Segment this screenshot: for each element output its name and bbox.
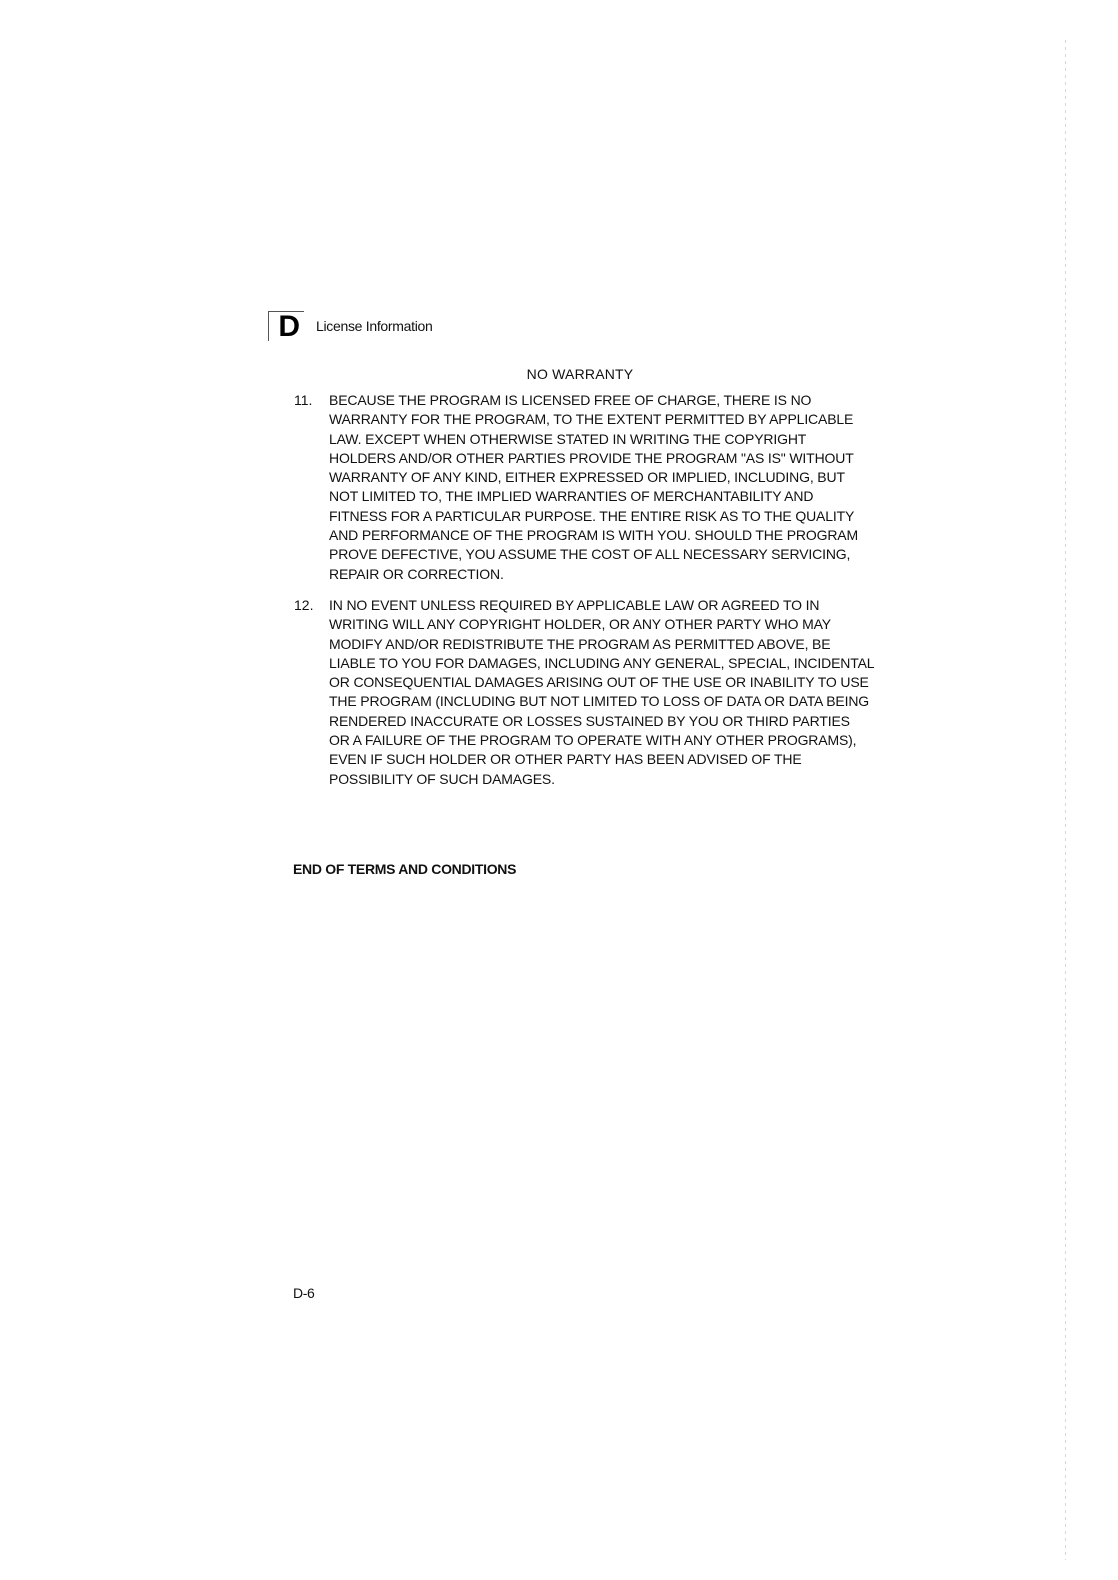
page-number: D-6: [293, 1285, 315, 1301]
section-header: [268, 311, 432, 341]
section-badge: [268, 311, 304, 341]
scan-edge-line: [1065, 40, 1066, 1560]
clause-number: 12.: [294, 596, 314, 613]
clause-11: [294, 391, 874, 584]
end-of-terms: END OF TERMS AND CONDITIONS: [293, 861, 517, 877]
no-warranty-heading: NO WARRANTY: [526, 366, 634, 382]
clause-number: 11.: [294, 392, 313, 408]
clause-12: [294, 596, 874, 789]
clause-text: IN NO EVENT UNLESS REQUIRED BY APPLICABLE LAW OR AGREED TO IN WRITING WILL ANY COPYRIGHT HOLDER, OR ANY OTHER PARTY WHO MAY MODIFY AND/OR REDISTRIBUTE THE PROGRAM AS PERMITTED ABOVE, BE LIABLE TO YOU FOR DAMAGES, INCLUDING ANY GENERAL, SPECIAL, INCIDENTAL OR CONSEQUENTIAL DAMAGES ARISING OUT OF THE USE OR INABILITY TO USE THE PROGRAM (INCLUDING BUT NOT LIMITED TO LOSS OF DATA OR DATA BEING RENDERED INACCURATE OR LOSSES SUSTAINED BY YOU OR THIRD PARTIES OR A FAILURE OF THE PROGRAM TO OPERATE WITH ANY OTHER PROGRAMS), EVEN IF SUCH HOLDER OR OTHER PARTY HAS BEEN ADVISED OF THE POSSIBILITY OF SUCH DAMAGES.: [329, 596, 874, 787]
clause-text: BECAUSE THE PROGRAM IS LICENSED FREE OF CHARGE, THERE IS NO WARRANTY FOR THE PROGRAM, TO THE EXTENT PERMITTED BY APPLICABLE LAW. EXCEPT WHEN OTHERWISE STATED IN WRITING THE COPYRIGHT HOLDERS AND/OR OTHER PARTIES PROVIDE THE PROGRAM "AS IS" WITHOUT WARRANTY OF ANY KIND, EITHER EXPRESSED OR IMPLIED, INCLUDING, BUT NOT LIMITED TO, THE IMPLIED WARRANTIES OF MERCHANTABILITY AND FITNESS FOR A PARTICULAR PURPOSE. THE ENTIRE RISK AS TO THE QUALITY AND PERFORMANCE OF THE PROGRAM IS WITH YOU. SHOULD THE PROGRAM PROVE DEFECTIVE, YOU ASSUME THE COST OF ALL NECESSARY SERVICING, REPAIR OR CORRECTION.: [329, 392, 858, 582]
section-title: License Information: [316, 318, 433, 334]
clause-list: [294, 391, 874, 801]
section-letter: D: [278, 310, 300, 343]
